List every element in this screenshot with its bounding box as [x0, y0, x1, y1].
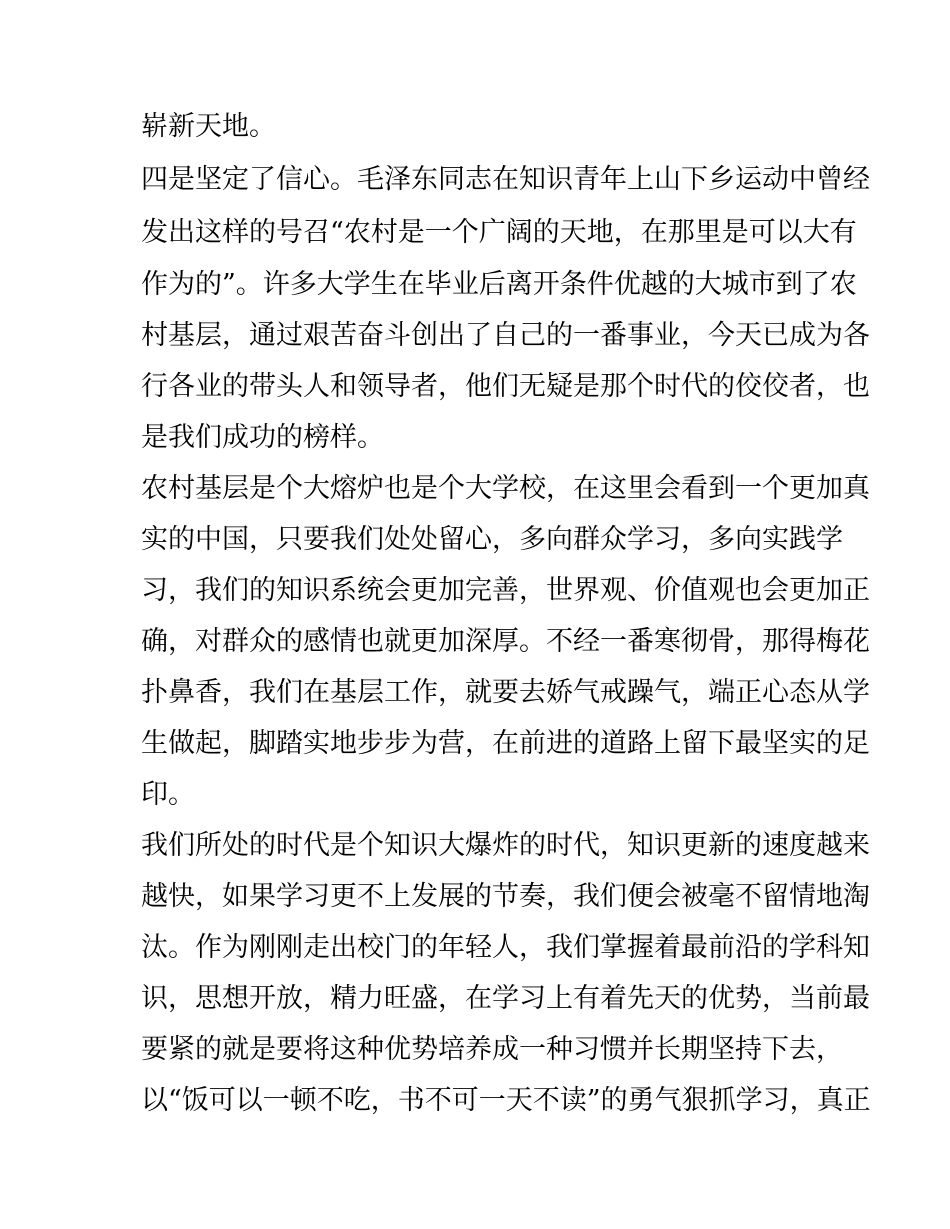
text-line: 四是坚定了信心。毛泽东同志在知识青年上山下乡运动中曾经	[141, 164, 870, 195]
text-line: 印。	[141, 779, 195, 810]
text-line: 确，对群众的感情也就更加深厚。不经一番寒彻骨，那得梅花	[141, 626, 870, 657]
text-line: 习，我们的知识系统会更加完善，世界观、价值观也会更加正	[141, 575, 870, 606]
text-line: 汰。作为刚刚走出校门的年轻人，我们掌握着最前沿的学科知	[141, 932, 870, 963]
text-line: 行各业的带头人和领导者，他们无疑是那个时代的佼佼者，也	[141, 371, 870, 402]
text-line: 要紧的就是要将这种优势培养成一种习惯并长期坚持下去，	[141, 1034, 843, 1065]
text-line: 崭新天地。	[141, 111, 276, 142]
text-line: 识，思想开放，精力旺盛，在学习上有着先天的优势，当前最	[141, 983, 870, 1014]
text-line: 生做起，脚踏实地步步为营，在前进的道路上留下最坚实的足	[141, 728, 870, 759]
text-line: 是我们成功的榜样。	[141, 422, 384, 453]
text-line: 越快，如果学习更不上发展的节奏，我们便会被毫不留情地淘	[141, 881, 870, 912]
text-line: 发出这样的号召“农村是一个广阔的天地，在那里是可以大有	[141, 217, 857, 248]
text-line: 村基层，通过艰苦奋斗创出了自己的一番事业，今天已成为各	[141, 320, 870, 351]
text-line: 以“饭可以一顿不吃，书不可一天不读”的勇气狠抓学习，真正	[141, 1085, 871, 1116]
text-line: 我们所处的时代是个知识大爆炸的时代，知识更新的速度越来	[141, 830, 870, 861]
text-line: 扑鼻香，我们在基层工作，就要去娇气戒躁气，端正心态从学	[141, 677, 870, 708]
text-line: 作为的”。许多大学生在毕业后离开条件优越的大城市到了农	[141, 269, 857, 300]
text-line: 农村基层是个大熔炉也是个大学校，在这里会看到一个更加真	[141, 473, 870, 504]
text-line: 实的中国，只要我们处处留心，多向群众学习，多向实践学	[141, 524, 843, 555]
